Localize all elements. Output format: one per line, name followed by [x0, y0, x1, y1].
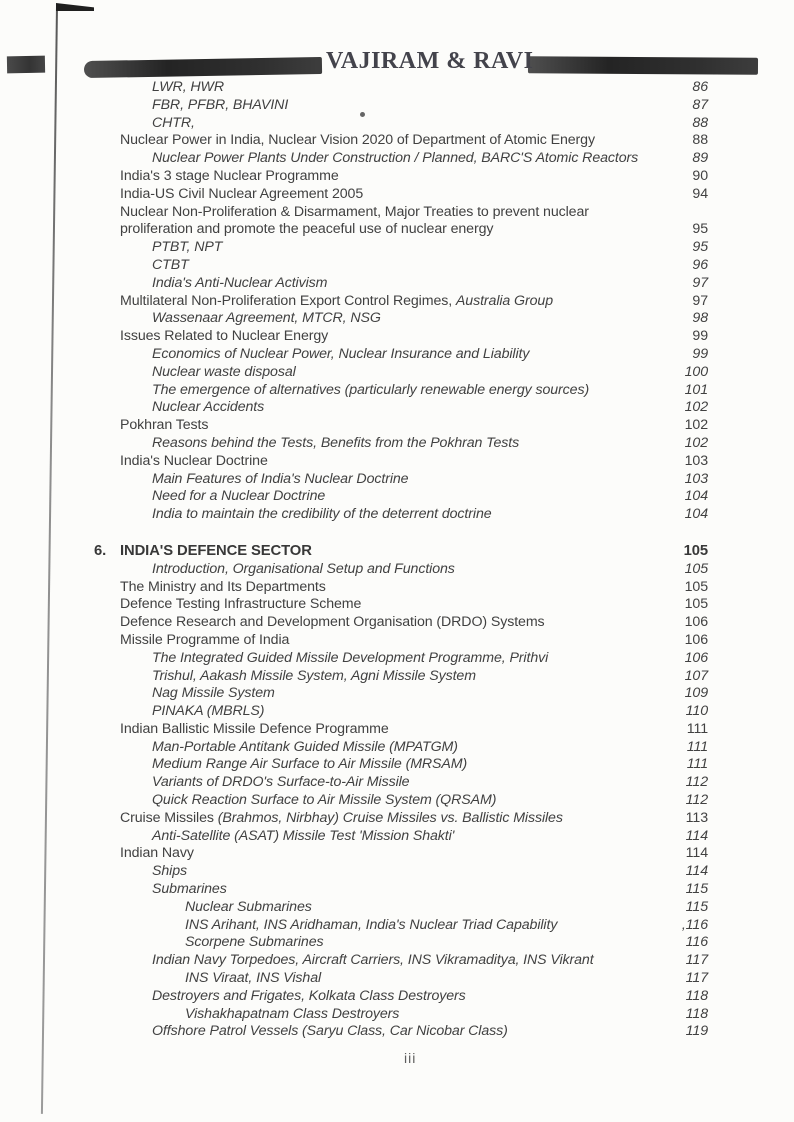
toc-entry-text: Vishakhapatnam Class Destroyers [185, 1005, 400, 1022]
toc-entry-page: 114 [685, 845, 708, 862]
toc-entry-text: Nuclear Submarines [185, 898, 312, 915]
toc-entry-page: 116 [685, 934, 708, 951]
toc-entry-text: Ships [152, 863, 187, 880]
toc-entry-page: 88 [692, 114, 708, 131]
toc-entry-text: Trishul, Aakash Missile System, Agni Missile System [152, 667, 476, 684]
toc-entry-text: Scorpene Submarines [185, 934, 324, 951]
toc-entry-text: Anti-Satellite (ASAT) Missile Test 'Mission Shakti' [152, 827, 455, 844]
toc-row [88, 150, 708, 168]
header-title: VAJIRAM & RAVI [326, 48, 534, 74]
toc-row [88, 970, 708, 988]
toc-entry-page: 100 [684, 363, 708, 380]
toc-row [88, 275, 708, 293]
toc-entry-text: Defence Testing Infrastructure Scheme [120, 596, 362, 613]
toc-entry-page: 104 [684, 506, 708, 523]
toc-entry-text: PTBT, NPT [152, 239, 223, 256]
toc-row [88, 739, 708, 757]
toc-entry-text: India's Nuclear Doctrine [120, 452, 268, 469]
toc-row [88, 97, 708, 115]
toc-entry-text: India's 3 stage Nuclear Programme [120, 167, 339, 184]
toc-entry-page: 109 [684, 685, 708, 702]
toc-row [88, 988, 708, 1006]
toc-entry-text: Quick Reaction Surface to Air Missile System (QRSAM) [152, 792, 497, 809]
toc-row [88, 79, 708, 97]
toc-row [88, 650, 708, 668]
toc-entry-text: The emergence of alternatives (particularly renewable energy sources) [152, 381, 590, 398]
toc-row [88, 863, 708, 881]
toc-row [88, 257, 708, 275]
toc-entry-text: INS Arihant, INS Aridhaman, India's Nuclear Triad Capability [185, 916, 558, 933]
toc-row [88, 239, 708, 257]
toc-entry-page: 106 [684, 631, 708, 648]
toc-row [88, 685, 708, 703]
toc-row [88, 204, 708, 222]
toc-entry-text: Man-Portable Antitank Guided Missile (MPATGM) [152, 738, 458, 755]
toc-entry-page: 118 [685, 1005, 708, 1022]
toc-entry-text: Issues Related to Nuclear Energy [120, 328, 329, 345]
toc-row [88, 417, 708, 435]
toc-entry-text: Variants of DRDO's Surface-to-Air Missile [152, 774, 410, 791]
toc-row [88, 453, 708, 471]
table-of-contents [88, 79, 708, 1041]
toc-row [88, 845, 708, 863]
header-bar-left [84, 57, 322, 78]
toc-row [88, 382, 708, 400]
toc-entry-page: 110 [685, 703, 708, 720]
toc-entry-page: 88 [692, 132, 708, 149]
toc-entry-text: Economics of Nuclear Power, Nuclear Insurance and Liability [152, 345, 530, 362]
toc-row [88, 774, 708, 792]
toc-entry-text: Offshore Patrol Vessels (Saryu Class, Car Nicobar Class) [152, 1023, 508, 1040]
toc-entry-page: 87 [692, 96, 708, 113]
toc-entry-text: India-US Civil Nuclear Agreement 2005 [120, 185, 364, 202]
toc-row [88, 792, 708, 810]
toc-entry-text: Missile Programme of India [120, 631, 290, 648]
header-bar-right [528, 56, 758, 74]
section-page-number: 105 [683, 542, 708, 559]
toc-row [88, 721, 708, 739]
toc-row [88, 1023, 708, 1041]
toc-entry-text: INS Viraat, INS Vishal [185, 970, 322, 987]
toc-entry-page: 115 [685, 881, 708, 898]
toc-entry-page: 95 [692, 221, 708, 238]
toc-entry-page: 99 [692, 345, 708, 362]
toc-entry-text: Indian Ballistic Missile Defence Programme [120, 720, 389, 737]
toc-row [88, 668, 708, 686]
toc-entry-page: 105 [684, 596, 708, 613]
toc-row [88, 346, 708, 364]
page-footer: iii [404, 1050, 417, 1066]
toc-entry-text: Indian Navy Torpedoes, Aircraft Carriers, INS Vikramaditya, INS Vikrant [152, 952, 594, 969]
toc-row [88, 488, 708, 506]
toc-row [88, 293, 708, 311]
toc-entry-page: 111 [686, 720, 708, 737]
toc-entry-page: 112 [685, 774, 708, 791]
toc-entry-page: 97 [692, 292, 708, 309]
toc-entry-text: LWR, HWR [152, 79, 224, 95]
toc-row [88, 881, 708, 899]
section-number: 6. [94, 542, 107, 559]
edge-mark [7, 56, 45, 74]
toc-entry-text: Indian Navy [120, 845, 194, 862]
toc-row [88, 310, 708, 328]
toc-row [88, 435, 708, 453]
toc-entry-text: India to maintain the credibility of the deterrent doctrine [152, 506, 492, 523]
toc-entry-page: 103 [684, 470, 708, 487]
toc-row [88, 596, 708, 614]
toc-row [88, 952, 708, 970]
toc-entry-page: 105 [684, 560, 708, 577]
toc-entry-text: Reasons behind the Tests, Benefits from the Pokhran Tests [152, 434, 520, 451]
toc-entry-page: 107 [684, 667, 708, 684]
toc-entry-text: Need for a Nuclear Doctrine [152, 488, 326, 505]
corner-mark [56, 3, 94, 11]
toc-row [88, 632, 708, 650]
toc-entry-page: 113 [685, 809, 708, 826]
toc-entry-page: 114 [685, 827, 708, 844]
toc-entry-text: Pokhran Tests [120, 417, 209, 434]
toc-row [88, 186, 708, 204]
toc-section-block [88, 561, 708, 1042]
toc-row [88, 168, 708, 186]
toc-row [88, 1006, 708, 1024]
toc-entry-page: 95 [692, 239, 708, 256]
toc-entry-page: 97 [692, 274, 708, 291]
toc-entry-page: 106 [684, 649, 708, 666]
toc-entry-page: 94 [692, 185, 708, 202]
toc-entry-text: Main Features of India's Nuclear Doctrine [152, 470, 409, 487]
toc-entry-text: proliferation and promote the peaceful use of nuclear energy [120, 221, 494, 238]
section-title: INDIA'S DEFENCE SECTOR [120, 542, 312, 559]
toc-row [88, 810, 708, 828]
toc-entry-page: ,116 [681, 916, 708, 933]
toc-row [88, 471, 708, 489]
toc-entry-text: Nag Missile System [152, 685, 275, 702]
toc-entry-text: Nuclear Power in India, Nuclear Vision 2020 of Department of Atomic Energy [120, 132, 595, 149]
toc-entry-text: Nuclear Power Plants Under Construction / Planned, BARC'S Atomic Reactors [152, 150, 639, 167]
toc-entry-text: The Integrated Guided Missile Development Programme, Prithvi [152, 649, 549, 666]
toc-entry-page: 112 [685, 792, 708, 809]
toc-row [88, 703, 708, 721]
toc-entry-page: 111 [686, 756, 708, 773]
toc-entry-text: Wassenaar Agreement, MTCR, NSG [152, 310, 381, 327]
toc-entry-page: 89 [692, 150, 708, 167]
toc-entry-page: 104 [684, 488, 708, 505]
toc-entry-page: 117 [685, 952, 708, 969]
toc-entry-page: 102 [684, 399, 708, 416]
toc-entry-text: Nuclear waste disposal [152, 363, 296, 380]
toc-entry-page: 99 [692, 328, 708, 345]
toc-entry-text: Nuclear Accidents [152, 399, 265, 416]
toc-entry-text: Destroyers and Frigates, Kolkata Class Destroyers [152, 987, 466, 1004]
toc-entry-page: 103 [684, 452, 708, 469]
toc-entry-text: Multilateral Non-Proliferation Export Control Regimes, Australia Group [120, 292, 553, 309]
toc-entry-text: Introduction, Organisational Setup and Functions [152, 560, 455, 577]
toc-row [88, 828, 708, 846]
toc-entry-text: PINAKA (MBRLS) [152, 703, 265, 720]
toc-row [88, 579, 708, 597]
toc-row [88, 899, 708, 917]
toc-entry-page: 111 [686, 738, 708, 755]
toc-entry-page: 101 [684, 381, 708, 398]
toc-section-row [88, 543, 708, 561]
toc-row [88, 917, 708, 935]
toc-entry-text: CHTR, [152, 114, 195, 131]
toc-row [88, 756, 708, 774]
toc-entry-page: 105 [684, 578, 708, 595]
toc-row [88, 132, 708, 150]
toc-row [88, 934, 708, 952]
toc-entry-page: 96 [692, 256, 708, 273]
toc-entry-page: 90 [692, 167, 708, 184]
toc-entry-page: 114 [685, 863, 708, 880]
toc-entry-text: Nuclear Non-Proliferation & Disarmament, Major Treaties to prevent nuclear [120, 203, 589, 220]
toc-entry-page: 86 [692, 79, 708, 95]
toc-entry-text: Medium Range Air Surface to Air Missile (MRSAM) [152, 756, 468, 773]
toc-entry-page: 102 [684, 434, 708, 451]
toc-entry-text: Submarines [152, 881, 227, 898]
toc-row [88, 364, 708, 382]
toc-row [88, 614, 708, 632]
toc-continuation-block [88, 79, 708, 524]
toc-row [88, 115, 708, 133]
toc-row [88, 328, 708, 346]
toc-entry-text: Defence Research and Development Organisation (DRDO) Systems [120, 614, 545, 631]
toc-entry-page: 102 [684, 417, 708, 434]
toc-entry-page: 106 [684, 614, 708, 631]
toc-entry-text: CTBT [152, 256, 189, 273]
toc-entry-text: FBR, PFBR, BHAVINI [152, 96, 289, 113]
scan-fold-line [41, 6, 58, 1114]
toc-entry-page: 118 [685, 987, 708, 1004]
toc-entry-page: 115 [685, 898, 708, 915]
toc-entry-text: Cruise Missiles (Brahmos, Nirbhay) Cruise Missiles vs. Ballistic Missiles [120, 809, 563, 826]
toc-entry-text: The Ministry and Its Departments [120, 578, 326, 595]
toc-row [88, 561, 708, 579]
toc-entry-page: 117 [685, 970, 708, 987]
toc-entry-page: 119 [685, 1023, 708, 1040]
toc-row [88, 399, 708, 417]
toc-row [88, 221, 708, 239]
toc-entry-page: 98 [692, 310, 708, 327]
toc-row [88, 506, 708, 524]
toc-entry-text: India's Anti-Nuclear Activism [152, 274, 328, 291]
